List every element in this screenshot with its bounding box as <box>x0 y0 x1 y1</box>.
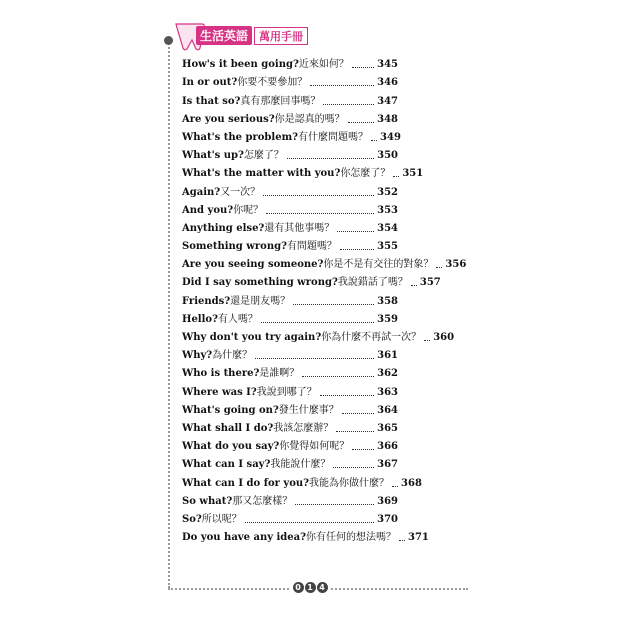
entry-page: 366 <box>377 441 398 453</box>
entry-english: So what? <box>182 495 233 507</box>
entry-english: Are you serious? <box>182 113 275 125</box>
toc-entry <box>182 526 429 544</box>
entry-english: How's it been going? <box>182 59 299 71</box>
toc-entry <box>182 162 424 180</box>
entry-english: Why don't you try again? <box>182 332 322 343</box>
entry-page: 369 <box>377 495 398 507</box>
entry-chinese: 我能為你做什麼？ <box>309 477 390 489</box>
entry-page: 358 <box>377 295 398 307</box>
page-number-digit: 1 <box>305 582 316 593</box>
entry-chinese: 你要不要參加？ <box>237 77 308 89</box>
entry-page: 351 <box>402 168 424 180</box>
entry-page: 348 <box>377 113 398 125</box>
entry-english: What's the matter with you? <box>182 168 341 180</box>
entry-english: What do you say? <box>182 441 280 453</box>
entry-page: 356 <box>445 259 467 271</box>
entry-english: Is that so? <box>182 95 241 107</box>
entry-page: 346 <box>377 77 398 89</box>
entry-chinese: 有問題嗎？ <box>286 241 337 253</box>
entry-english: And you? <box>182 204 234 216</box>
table-of-contents <box>182 53 467 544</box>
entry-english: Why? <box>182 350 213 362</box>
entry-english: Did I say something wrong? <box>182 277 338 289</box>
entry-english: Are you seeing someone? <box>182 259 324 271</box>
entry-page: 367 <box>377 459 398 471</box>
entry-page: 352 <box>377 186 398 198</box>
toc-entry <box>182 144 398 162</box>
dot-leader <box>266 213 374 214</box>
dot-leader <box>342 413 374 414</box>
entry-page: 355 <box>377 241 398 253</box>
entry-chinese: 近來如何？ <box>298 59 349 71</box>
entry-chinese: 為什麼？ <box>212 350 253 362</box>
toc-entry <box>182 108 398 126</box>
dot-leader <box>293 304 374 305</box>
dot-leader <box>261 322 374 323</box>
dot-leader <box>352 67 374 68</box>
toc-entry <box>182 89 398 107</box>
toc-entry <box>182 271 441 289</box>
entry-page: 359 <box>377 313 398 325</box>
entry-chinese: 你是不是有交往的對象？ <box>323 259 434 271</box>
dot-leader <box>371 140 377 141</box>
entry-page: 345 <box>377 59 398 71</box>
toc-entry <box>182 508 398 526</box>
entry-english: Friends? <box>182 295 231 307</box>
entry-chinese: 有什麼問題嗎？ <box>298 131 369 143</box>
dot-leader <box>287 158 374 159</box>
dot-leader <box>436 267 442 268</box>
toc-entry <box>182 490 398 508</box>
entry-english: What's going on? <box>182 404 279 416</box>
toc-entry <box>182 289 398 307</box>
entry-chinese: 真有那麼回事嗎？ <box>240 95 321 107</box>
dot-leader <box>245 522 374 523</box>
dot-leader <box>352 449 374 450</box>
entry-chinese: 還有其他事嗎？ <box>264 222 335 234</box>
entry-english: What shall I do? <box>182 422 274 434</box>
entry-english: So? <box>182 513 202 525</box>
entry-chinese: 我說到哪了？ <box>256 386 317 398</box>
entry-english: What's up? <box>182 150 244 162</box>
dot-leader <box>424 340 430 341</box>
dot-leader <box>295 504 374 505</box>
toc-entry <box>182 308 398 326</box>
entry-chinese: 我能說什麼？ <box>270 459 331 471</box>
entry-chinese: 是誰啊？ <box>259 368 300 380</box>
entry-page: 347 <box>377 95 398 107</box>
entry-chinese: 又一次？ <box>220 186 261 198</box>
entry-page: 365 <box>377 422 398 434</box>
toc-entry <box>182 71 398 89</box>
entry-page: 354 <box>377 222 398 234</box>
entry-page: 368 <box>401 477 422 489</box>
toc-entry <box>182 235 398 253</box>
toc-entry <box>182 471 422 489</box>
entry-chinese: 那又怎麼樣？ <box>232 495 293 507</box>
dot-leader <box>393 176 399 177</box>
dot-leader <box>263 195 374 196</box>
entry-english: Who is there? <box>182 368 260 380</box>
entry-chinese: 你有任何的想法嗎？ <box>306 532 396 544</box>
dot-leader <box>336 431 374 432</box>
entry-english: In or out? <box>182 77 238 89</box>
entry-english: What's the problem? <box>182 131 299 143</box>
entry-english: Where was I? <box>182 386 257 398</box>
toc-entry <box>182 253 467 271</box>
header-title-part1: 生活英語 <box>196 26 252 45</box>
dot-leader <box>302 376 374 377</box>
entry-english: Anything else? <box>182 222 265 234</box>
dot-leader <box>392 486 398 487</box>
entry-chinese: 怎麼了？ <box>243 150 284 162</box>
dot-leader <box>310 85 374 86</box>
entry-chinese: 我該怎麼辦？ <box>273 422 334 434</box>
margin-dotted-line <box>168 40 170 588</box>
entry-english: What can I do for you? <box>182 477 310 489</box>
dot-leader <box>323 104 374 105</box>
dot-leader <box>340 249 374 250</box>
entry-chinese: 所以呢？ <box>201 513 242 525</box>
entry-chinese: 你怎麼了？ <box>340 168 391 180</box>
toc-entry <box>182 417 398 435</box>
toc-entry <box>182 326 455 344</box>
toc-entry <box>182 217 398 235</box>
toc-entry <box>182 53 398 71</box>
page-number-digit: 4 <box>317 582 328 593</box>
toc-entry <box>182 344 398 362</box>
page-number <box>291 580 329 595</box>
toc-entry <box>182 126 401 144</box>
entry-chinese: 你是認真的嗎？ <box>274 113 345 125</box>
toc-entry <box>182 362 398 380</box>
dot-leader <box>333 467 374 468</box>
entry-chinese: 你為什麼不再試一次？ <box>321 332 422 343</box>
entry-page: 361 <box>377 350 398 362</box>
running-header <box>196 26 308 45</box>
dot-leader <box>255 358 374 359</box>
toc-entry <box>182 399 398 417</box>
entry-chinese: 有人嗎？ <box>217 313 258 325</box>
dot-leader <box>411 285 417 286</box>
entry-english: What can I say? <box>182 459 271 471</box>
page-number-digit: 0 <box>293 582 304 593</box>
entry-page: 363 <box>377 386 398 398</box>
entry-page: 350 <box>377 150 398 162</box>
toc-entry <box>182 180 398 198</box>
entry-chinese: 還是朋友嗎？ <box>230 295 291 307</box>
entry-page: 349 <box>380 131 401 143</box>
dot-leader <box>399 540 405 541</box>
entry-chinese: 你覺得如何呢？ <box>279 441 350 453</box>
dot-leader <box>320 395 374 396</box>
header-title-part2: 萬用手冊 <box>254 27 308 45</box>
entry-chinese: 發生什麼事？ <box>278 404 339 416</box>
entry-page: 370 <box>377 513 398 525</box>
entry-english: Again? <box>182 186 221 198</box>
toc-entry <box>182 380 398 398</box>
entry-page: 362 <box>377 368 398 380</box>
toc-entry <box>182 453 398 471</box>
entry-english: Something wrong? <box>182 241 287 253</box>
toc-entry <box>182 199 398 217</box>
entry-english: Hello? <box>182 313 218 325</box>
dot-leader <box>337 231 374 232</box>
entry-page: 353 <box>377 204 398 216</box>
entry-page: 371 <box>408 532 429 544</box>
dot-leader <box>348 122 375 123</box>
entry-page: 360 <box>433 332 455 343</box>
entry-page: 357 <box>419 277 441 289</box>
entry-chinese: 你呢？ <box>233 204 264 216</box>
toc-entry <box>182 435 398 453</box>
entry-page: 364 <box>377 404 398 416</box>
entry-chinese: 我說錯話了嗎？ <box>337 277 408 289</box>
entry-english: Do you have any idea? <box>182 532 306 544</box>
